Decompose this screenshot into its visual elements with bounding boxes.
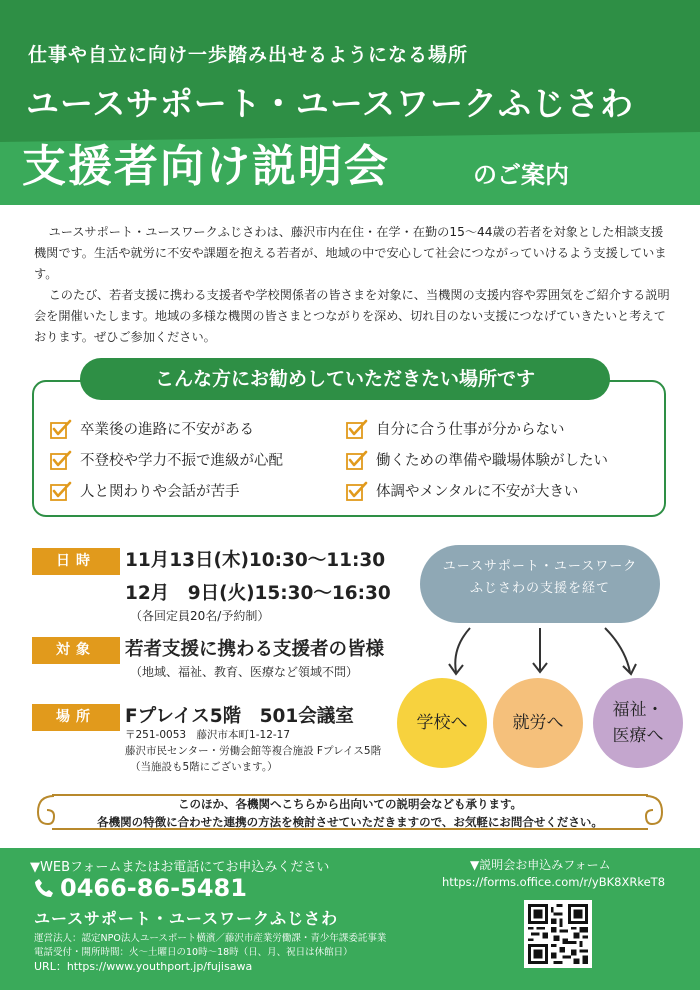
phone-number-text: 0466-86-5481 xyxy=(60,874,247,902)
note-text xyxy=(32,795,668,831)
footer-hours: 電話受付・開所時間：火～土曜日の10時～18時（日、月、祝日は休館日） xyxy=(34,947,353,958)
check-item xyxy=(346,480,578,501)
check-item-label: 卒業後の進路に不安がある xyxy=(80,422,254,438)
form-url[interactable]: https://forms.office.com/r/yBK8XRkeT8 xyxy=(442,875,666,889)
footer-url[interactable]: URL：https://www.youthport.jp/fujisawa xyxy=(34,960,253,973)
check-item xyxy=(50,480,240,501)
intro-text xyxy=(34,222,670,348)
checkbox-check-icon xyxy=(346,419,368,439)
target-note: （地域、福祉、教育、医療など領域不問） xyxy=(130,665,359,679)
support-cloud-text xyxy=(420,556,660,600)
recommend-title: こんな方にお勧めしていただきたい場所です xyxy=(80,358,610,400)
place-building: 藤沢市民センター・労働会館等複合施設 Fプレイス5階 xyxy=(125,745,382,757)
footer-operator: 運営法人：認定NPO法人ユースポート横濱／藤沢市産業労働課・青少年課委託事業 xyxy=(34,933,387,944)
note-line-2: 各機関の特徴に合わせた連携の方法を検討させていただきますので、お気軽にお問合せください。 xyxy=(97,815,603,829)
circle3-line-1: 福祉・ xyxy=(612,700,664,720)
check-item-label: 体調やメンタルに不安が大きい xyxy=(376,484,579,500)
check-item xyxy=(346,418,565,439)
diagram-arrows xyxy=(420,620,670,680)
header-tagline: 仕事や自立に向け一歩踏み出せるようになる場所 xyxy=(28,44,469,66)
apply-instruction: ▼WEBフォームまたはお電話にてお申込みください xyxy=(30,860,330,875)
arrow-right-icon xyxy=(605,628,630,672)
datetime-line-1: 11月13日(木)10:30～11:30 xyxy=(125,550,386,571)
check-item xyxy=(50,418,254,439)
qr-code[interactable] xyxy=(524,900,592,968)
intro-paragraph-1: ユースサポート・ユースワークふじさわは、藤沢市内在住・在学・在勤の15～44歳の若者を対象とした相談支援機関です。生活や就労に不安や課題を抱える若者が、地域の中で安心して社会につながっていけるよう支援しています。 xyxy=(34,225,667,281)
page-title-suffix: のご案内 xyxy=(473,161,569,189)
datetime-label: 日時 xyxy=(32,548,120,575)
footer-org-name: ユースサポート・ユースワークふじさわ xyxy=(34,909,339,928)
note-box xyxy=(32,790,668,834)
header-org-name: ユースサポート・ユースワークふじさわ xyxy=(26,84,635,123)
place-postal: 〒251-0053 藤沢市本町1-12-17 xyxy=(125,729,291,741)
checkbox-check-icon xyxy=(346,450,368,470)
check-item xyxy=(50,449,283,470)
datetime-note: （各回定員20名/予約制） xyxy=(130,609,270,623)
target-main: 若者支援に携わる支援者の皆様 xyxy=(125,639,385,660)
checkbox-check-icon xyxy=(50,481,72,501)
phone-number[interactable] xyxy=(34,874,247,902)
place-main: Fプレイス5階 501会議室 xyxy=(125,706,354,727)
destination-school: 学校へ xyxy=(397,678,487,768)
cloud-text-line-1: ユースサポート・ユースワーク xyxy=(442,559,638,574)
check-item-label: 自分に合う仕事が分からない xyxy=(376,422,565,438)
check-item-label: 不登校や学力不振で進級が心配 xyxy=(80,453,283,469)
circle3-line-2: 医療へ xyxy=(612,726,664,746)
form-label: ▼説明会お申込みフォーム xyxy=(470,858,611,872)
header-banner xyxy=(0,0,700,205)
page-title: 支援者向け説明会 xyxy=(22,141,390,192)
checkbox-check-icon xyxy=(50,419,72,439)
check-item xyxy=(346,449,608,470)
destination-welfare-medical xyxy=(593,678,683,768)
footer xyxy=(0,848,700,990)
destination-work: 就労へ xyxy=(493,678,583,768)
note-line-1: このほか、各機関へこちらから出向いての説明会なども承ります。 xyxy=(177,797,523,811)
target-label: 対象 xyxy=(32,637,120,664)
place-note: （当施設も5階にございます。） xyxy=(130,761,278,773)
cloud-text-line-2: ふじさわの支援を経て xyxy=(469,581,610,596)
checkbox-check-icon xyxy=(50,450,72,470)
phone-icon xyxy=(34,878,54,898)
checkbox-check-icon xyxy=(346,481,368,501)
intro-paragraph-2: このたび、若者支援に携わる支援者や学校関係者の皆さまを対象に、当機関の支援内容や雰囲気をご紹介する説明会を開催いたします。地域の多様な機関の皆さまとつながりを深め、切れ目のない支援につなげていきたいと考えております。ぜひご参加ください。 xyxy=(34,288,670,344)
datetime-line-2: 12月 9日(火)15:30～16:30 xyxy=(125,583,391,604)
check-item-label: 働くための準備や職場体験がしたい xyxy=(376,453,608,469)
check-item-label: 人と関わりや会話が苦手 xyxy=(80,484,240,500)
place-label: 場所 xyxy=(32,704,120,731)
